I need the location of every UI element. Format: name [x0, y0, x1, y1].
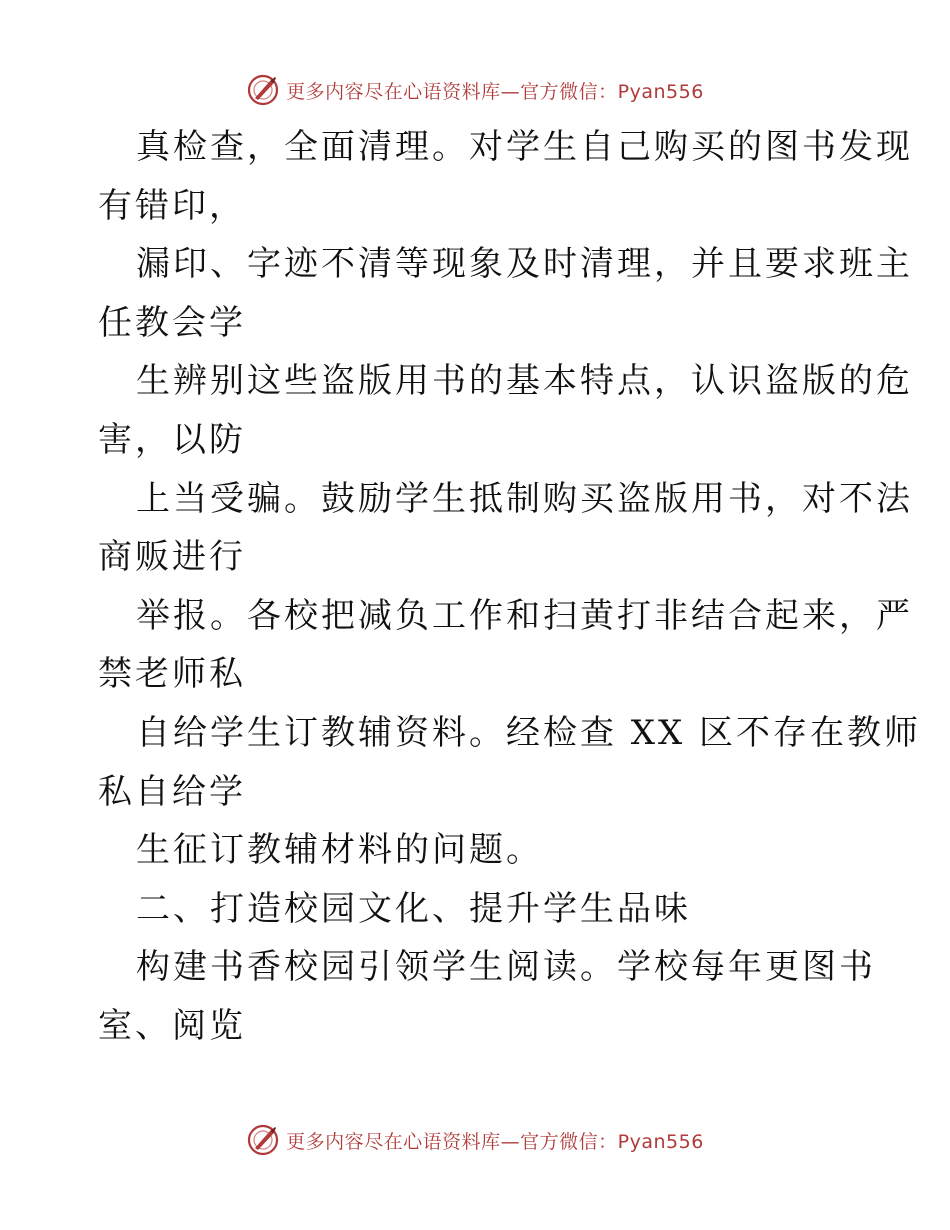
text-line: 禁老师私 [98, 654, 246, 695]
text-line: 漏印、字迹不清等现象及时清理，并且要求班主 [136, 244, 913, 285]
text-line: 自给学生订教辅资料。经检查 XX 区不存在教师 [136, 712, 922, 753]
header-watermark [0, 70, 950, 110]
text-line: 商贩进行 [98, 537, 246, 578]
text-line: 任教会学 [98, 302, 246, 343]
text-line: 私自给学 [98, 771, 246, 812]
text-line: 二、打造校园文化、提升学生品味 [136, 888, 691, 929]
document-body [98, 118, 922, 1056]
text-line: 生征订教辅材料的问题。 [136, 830, 543, 871]
text-line: 举报。各校把减负工作和扫黄打非结合起来，严 [136, 595, 913, 636]
quill-pen-logo-icon [246, 1123, 280, 1157]
text-line: 有错印， [98, 185, 246, 226]
quill-pen-logo-icon [246, 73, 280, 107]
text-line: 室、阅览 [98, 1005, 246, 1046]
text-line: 害，以防 [98, 419, 246, 460]
text-line: 构建书香校园引领学生阅读。学校每年更图书 [136, 947, 876, 988]
watermark-text: 更多内容尽在心语资料库—官方微信：Pyan556 [286, 80, 704, 103]
watermark-text: 更多内容尽在心语资料库—官方微信：Pyan556 [286, 1130, 704, 1153]
footer-watermark [0, 1120, 950, 1160]
text-line: 生辨别这些盗版用书的基本特点，认识盗版的危 [136, 361, 913, 402]
text-line: 上当受骗。鼓励学生抵制购买盗版用书，对不法 [136, 478, 913, 519]
text-line: 真检查，全面清理。对学生自己购买的图书发现 [136, 127, 913, 167]
